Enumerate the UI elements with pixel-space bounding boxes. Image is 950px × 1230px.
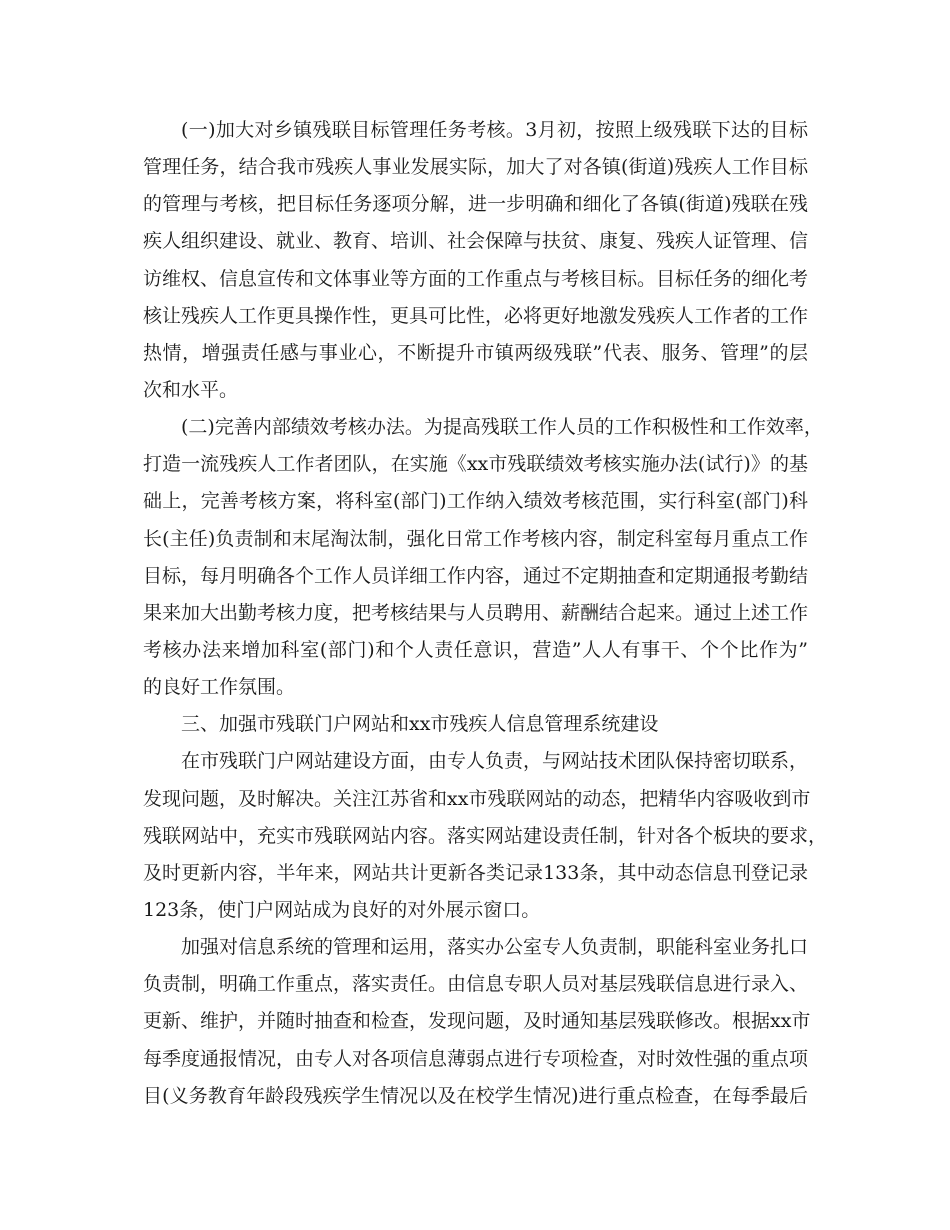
document-body [143, 112, 828, 1115]
text-line: 目标，每月明确各个工作人员详细工作内容，通过不定期抽查和定期通报考勤结 [143, 564, 809, 587]
text-line: 热情，增强责任感与事业心，不断提升市镇两级残联”代表、服务、管理”的层 [143, 341, 808, 364]
text-line: 及时更新内容，半年来，网站共计更新各类记录133条，其中动态信息刊登记录 [143, 861, 808, 884]
section-heading-text: 三、加强市残联门户网站和xx市残疾人信息管理系统建设 [181, 713, 659, 736]
text-line: 加强对信息系统的管理和运用，落实办公室专人负责制，职能科室业务扎口 [181, 936, 809, 959]
text-line: (一)加大对乡镇残联目标管理任务考核。3月初，按照上级残联下达的目标 [181, 119, 808, 141]
text-line: 更新、维护，并随时抽查和检查，发现问题，及时通知基层残联修改。根据xx市 [143, 1010, 811, 1033]
text-line: 疾人组织建设、就业、教育、培训、社会保障与扶贫、康复、残疾人证管理、信 [143, 230, 809, 253]
text-line: 的良好工作氛围。 [143, 676, 296, 699]
text-line: 考核办法来增加科室(部门)和个人责任意识，营造”人人有事干、个个比作为” [143, 638, 808, 661]
text-line: 每季度通报情况，由专人对各项信息薄弱点进行专项检查，对时效性强的重点项 [143, 1047, 809, 1070]
paragraph-performance-assessment [143, 409, 823, 706]
section-heading [143, 706, 808, 743]
paragraph-information-system [143, 929, 811, 1115]
paragraph-portal-website [143, 743, 828, 929]
text-line: 负责制，明确工作重点，落实责任。由信息专职人员对基层残联信息进行录入、 [143, 973, 809, 996]
text-line: 管理任务，结合我市残疾人事业发展实际，加大了对各镇(街道)残疾人工作目标 [143, 156, 808, 179]
paragraph-target-management [143, 112, 808, 409]
text-line: 目(义务教育年龄段残疾学生情况以及在校学生情况)进行重点检查，在每季最后 [143, 1084, 808, 1107]
text-line: 打造一流残疾人工作者团队，在实施《xx市残联绩效考核实施办法(试行)》的基 [143, 453, 808, 476]
text-line: 次和水平。 [143, 378, 239, 401]
text-line: 残联网站中，充实市残联网站内容。落实网站建设责任制，针对各个板块的要求， [143, 824, 828, 847]
text-line: 础上，完善考核方案，将科室(部门)工作纳入绩效考核范围，实行科室(部门)科 [143, 490, 808, 513]
text-line: 果来加大出勤考核力度，把考核结果与人员聘用、薪酬结合起来。通过上述工作 [143, 601, 809, 624]
text-line: 核让残疾人工作更具操作性，更具可比性，必将更好地激发残疾人工作者的工作 [143, 304, 809, 327]
text-line: 123条，使门户网站成为良好的对外展示窗口。 [143, 898, 541, 921]
text-line: 发现问题，及时解决。关注江苏省和xx市残联网站的动态，把精华内容吸收到市 [143, 787, 811, 810]
text-line: (二)完善内部绩效考核办法。为提高残联工作人员的工作积极性和工作效率， [181, 416, 823, 439]
text-line: 长(主任)负责制和末尾淘汰制，强化日常工作考核内容，制定科室每月重点工作 [143, 527, 808, 550]
text-line: 在市残联门户网站建设方面，由专人负责，与网站技术团队保持密切联系， [181, 750, 809, 773]
text-line: 访维权、信息宣传和文体事业等方面的工作重点与考核目标。目标任务的细化考 [143, 267, 809, 290]
text-line: 的管理与考核，把目标任务逐项分解，进一步明确和细化了各镇(街道)残联在残 [143, 193, 808, 216]
